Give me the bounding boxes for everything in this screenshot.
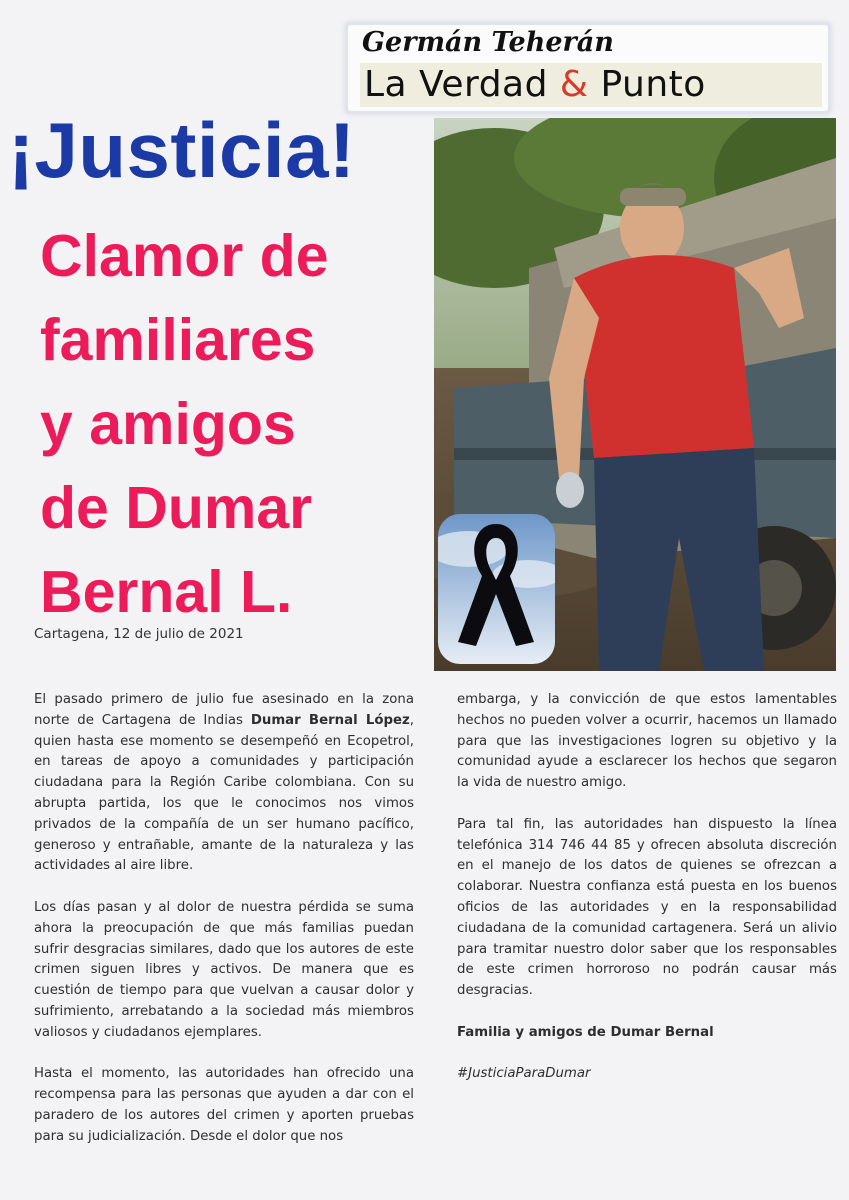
article-column-right <box>457 690 837 1106</box>
article-column-left <box>34 690 414 1168</box>
brand-title-right: Punto <box>588 64 706 105</box>
paragraph: Los días pasan y al dolor de nuestra pérdida se suma ahora la preocupación de que más familias puedan sufrir desgracias similares, dado que los autores de este crimen siguen libres y activos. De manera que es cuestión de tiempo para que vuelvan a causar dolor y sufrimiento, arrebatando a la sociedad más miembros valiosos y ciudadanos ejemplares. <box>34 899 414 1040</box>
subheadline-line: familiares <box>40 307 316 373</box>
brand-ampersand: & <box>559 64 589 105</box>
brand-title-left: La Verdad <box>364 64 560 105</box>
brand-title <box>360 63 822 107</box>
signature: Familia y amigos de Dumar Bernal <box>457 1024 714 1040</box>
subheadline-line: Bernal L. <box>40 559 293 625</box>
victim-name: Dumar Bernal López <box>250 712 410 728</box>
hashtag: #JusticiaParaDumar <box>457 1066 591 1082</box>
masthead <box>345 22 831 114</box>
subheadline-line: Clamor de <box>40 223 329 289</box>
paragraph: Hasta el momento, las autoridades han ofrecido una recompensa para las personas que ayuden a dar con el paradero de los autores del crimen y aporten pruebas para su judicialización. Desde el dolor que nos <box>34 1066 414 1144</box>
author-name: Germán Teherán <box>362 27 614 58</box>
paragraph-text: El pasado primero de julio fue asesinado en la zona norte de Cartagena de Indias <box>34 692 414 728</box>
paragraph <box>34 690 414 877</box>
paragraph: Para tal fin, las autoridades han dispuesto la línea telefónica 314 746 44 85 y ofrecen absoluta discreción en el manejo de los datos de quienes se ofrezcan a colaborar. Nuestra confianza está puesta en los buenos oficios de las autoridades y en la responsabilidad ciudadana de la comunidad cartagenera. Será un alivio para tramitar nuestro dolor saber que los responsables de este crimen horroroso no podrán causar más desgracias. <box>457 816 837 999</box>
mourning-ribbon-card <box>438 514 555 664</box>
mourning-ribbon-icon <box>438 514 555 664</box>
paragraph-text: , quien hasta ese momento se desempeñó en Ecopetrol, en tareas de apoyo a comunidades y participación ciudadana para la Región Caribe colombiana. Con su abrupta partida, los que le conocimos nos vimos privados de la compañía de un ser humano pacífico, generoso y entrañable, amante de la naturaleza y las actividades al aire libre. <box>34 712 414 874</box>
paragraph: embarga, y la convicción de que estos lamentables hechos no pueden volver a ocurrir, hacemos un llamado para que las investigaciones logren su objetivo y la comunidad ayude a esclarecer los hechos que segaron la vida de nuestro amigo. <box>457 692 837 791</box>
subheadline <box>40 214 420 634</box>
headline: ¡Justicia! <box>8 106 356 194</box>
subheadline-line: de Dumar <box>40 475 313 541</box>
subheadline-line: y amigos <box>40 391 296 457</box>
dateline: Cartagena, 12 de julio de 2021 <box>34 626 244 642</box>
